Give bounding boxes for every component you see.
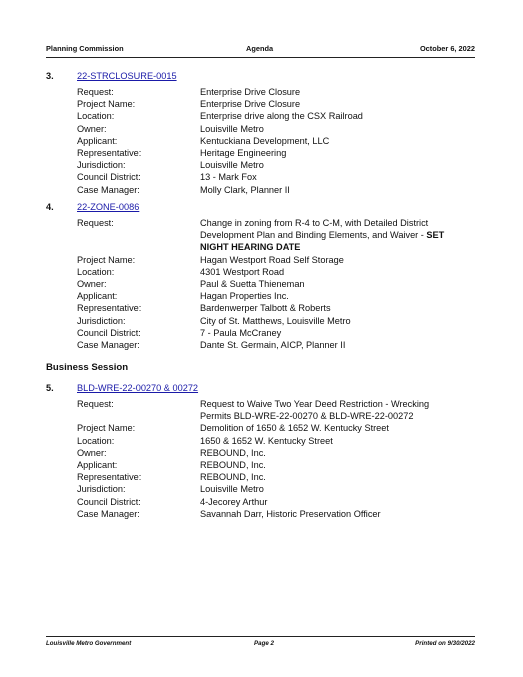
field-row: Applicant: Kentuckiana Development, LLC bbox=[77, 135, 330, 146]
item-number: 3. bbox=[46, 71, 54, 81]
case-link[interactable]: BLD-WRE-22-00270 & 00272 bbox=[77, 383, 199, 393]
field-row: Case Manager: Molly Clark, Planner II bbox=[77, 184, 290, 195]
field-row: Owner: Louisville Metro bbox=[77, 123, 264, 134]
footer-printed-date: Printed on 9/30/2022 bbox=[415, 640, 475, 647]
header-committee: Planning Commission bbox=[46, 44, 124, 53]
footer-org: Louisville Metro Government bbox=[46, 640, 132, 647]
item-fields bbox=[77, 217, 477, 351]
item-number: 5. bbox=[46, 383, 54, 393]
field-row: Representative: Bardenwerper Talbott & Roberts bbox=[77, 303, 331, 314]
header-doc-type: Agenda bbox=[246, 44, 274, 53]
request-row: Request: Change in zoning from R-4 to C-M, with Detailed District Development Plan and Binding Elements, and Waiver - SET NIGHT HEARING DATE bbox=[77, 217, 477, 254]
field-row: Case Manager: Dante St. Germain, AICP, Planner II bbox=[77, 340, 346, 351]
page-footer bbox=[46, 640, 475, 652]
field-row: Owner: REBOUND, Inc. bbox=[77, 447, 266, 458]
request-row: Request: Request to Waive Two Year Deed Restriction - Wrecking Permits BLD-WRE-22-00270 & BLD-WRE-22-00272 bbox=[77, 398, 477, 422]
field-row: Location: 4301 Westport Road bbox=[77, 266, 285, 277]
header-rule bbox=[46, 57, 475, 58]
field-row: Location: 1650 & 1652 W. Kentucky Street bbox=[77, 435, 333, 446]
page-header bbox=[46, 44, 475, 56]
field-row: Project Name: Hagan Westport Road Self Storage bbox=[77, 254, 344, 265]
request-value: Change in zoning from R-4 to C-M, with Detailed District Development Plan and Binding Elements, and Waiver - SET NIGHT HEARING DATE bbox=[200, 218, 445, 253]
header-date: October 6, 2022 bbox=[419, 44, 475, 53]
field-row: Project Name: Enterprise Drive Closure bbox=[77, 99, 301, 110]
item-number: 4. bbox=[46, 202, 54, 212]
footer-page-number: Page 2 bbox=[254, 640, 274, 647]
field-row: Applicant: REBOUND, Inc. bbox=[77, 460, 266, 471]
case-link[interactable]: 22-STRCLOSURE-0015 bbox=[77, 71, 177, 81]
field-row: Council District: 13 - Mark Fox bbox=[77, 172, 257, 183]
field-row: Council District: 7 - Paula McCraney bbox=[77, 327, 282, 338]
field-row: Request: Enterprise Drive Closure bbox=[77, 87, 301, 97]
item-fields bbox=[77, 398, 477, 520]
field-row: Council District: 4-Jecorey Arthur bbox=[77, 496, 268, 507]
field-row: Project Name: Demolition of 1650 & 1652 W. Kentucky Street bbox=[77, 423, 389, 434]
field-row: Jurisdiction: City of St. Matthews, Louisville Metro bbox=[77, 315, 351, 326]
field-row: Jurisdiction: Louisville Metro bbox=[77, 160, 264, 171]
item-fields bbox=[77, 86, 477, 196]
field-row: Applicant: Hagan Properties Inc. bbox=[77, 291, 289, 302]
field-row: Representative: Heritage Engineering bbox=[77, 148, 287, 159]
field-row: Owner: Paul & Suetta Thieneman bbox=[77, 279, 305, 290]
footer-rule bbox=[46, 636, 475, 637]
request-value: Request to Waive Two Year Deed Restriction - Wrecking Permits BLD-WRE-22-00270 & BLD-WRE-22-00272 bbox=[200, 399, 430, 422]
field-row: Jurisdiction: Louisville Metro bbox=[77, 484, 264, 495]
field-row: Representative: REBOUND, Inc. bbox=[77, 472, 266, 483]
section-title: Business Session bbox=[46, 362, 129, 373]
field-row: Location: Enterprise drive along the CSX Railroad bbox=[77, 111, 363, 122]
field-row: Case Manager: Savannah Darr, Historic Preservation Officer bbox=[77, 508, 381, 519]
case-link[interactable]: 22-ZONE-0086 bbox=[77, 202, 140, 212]
